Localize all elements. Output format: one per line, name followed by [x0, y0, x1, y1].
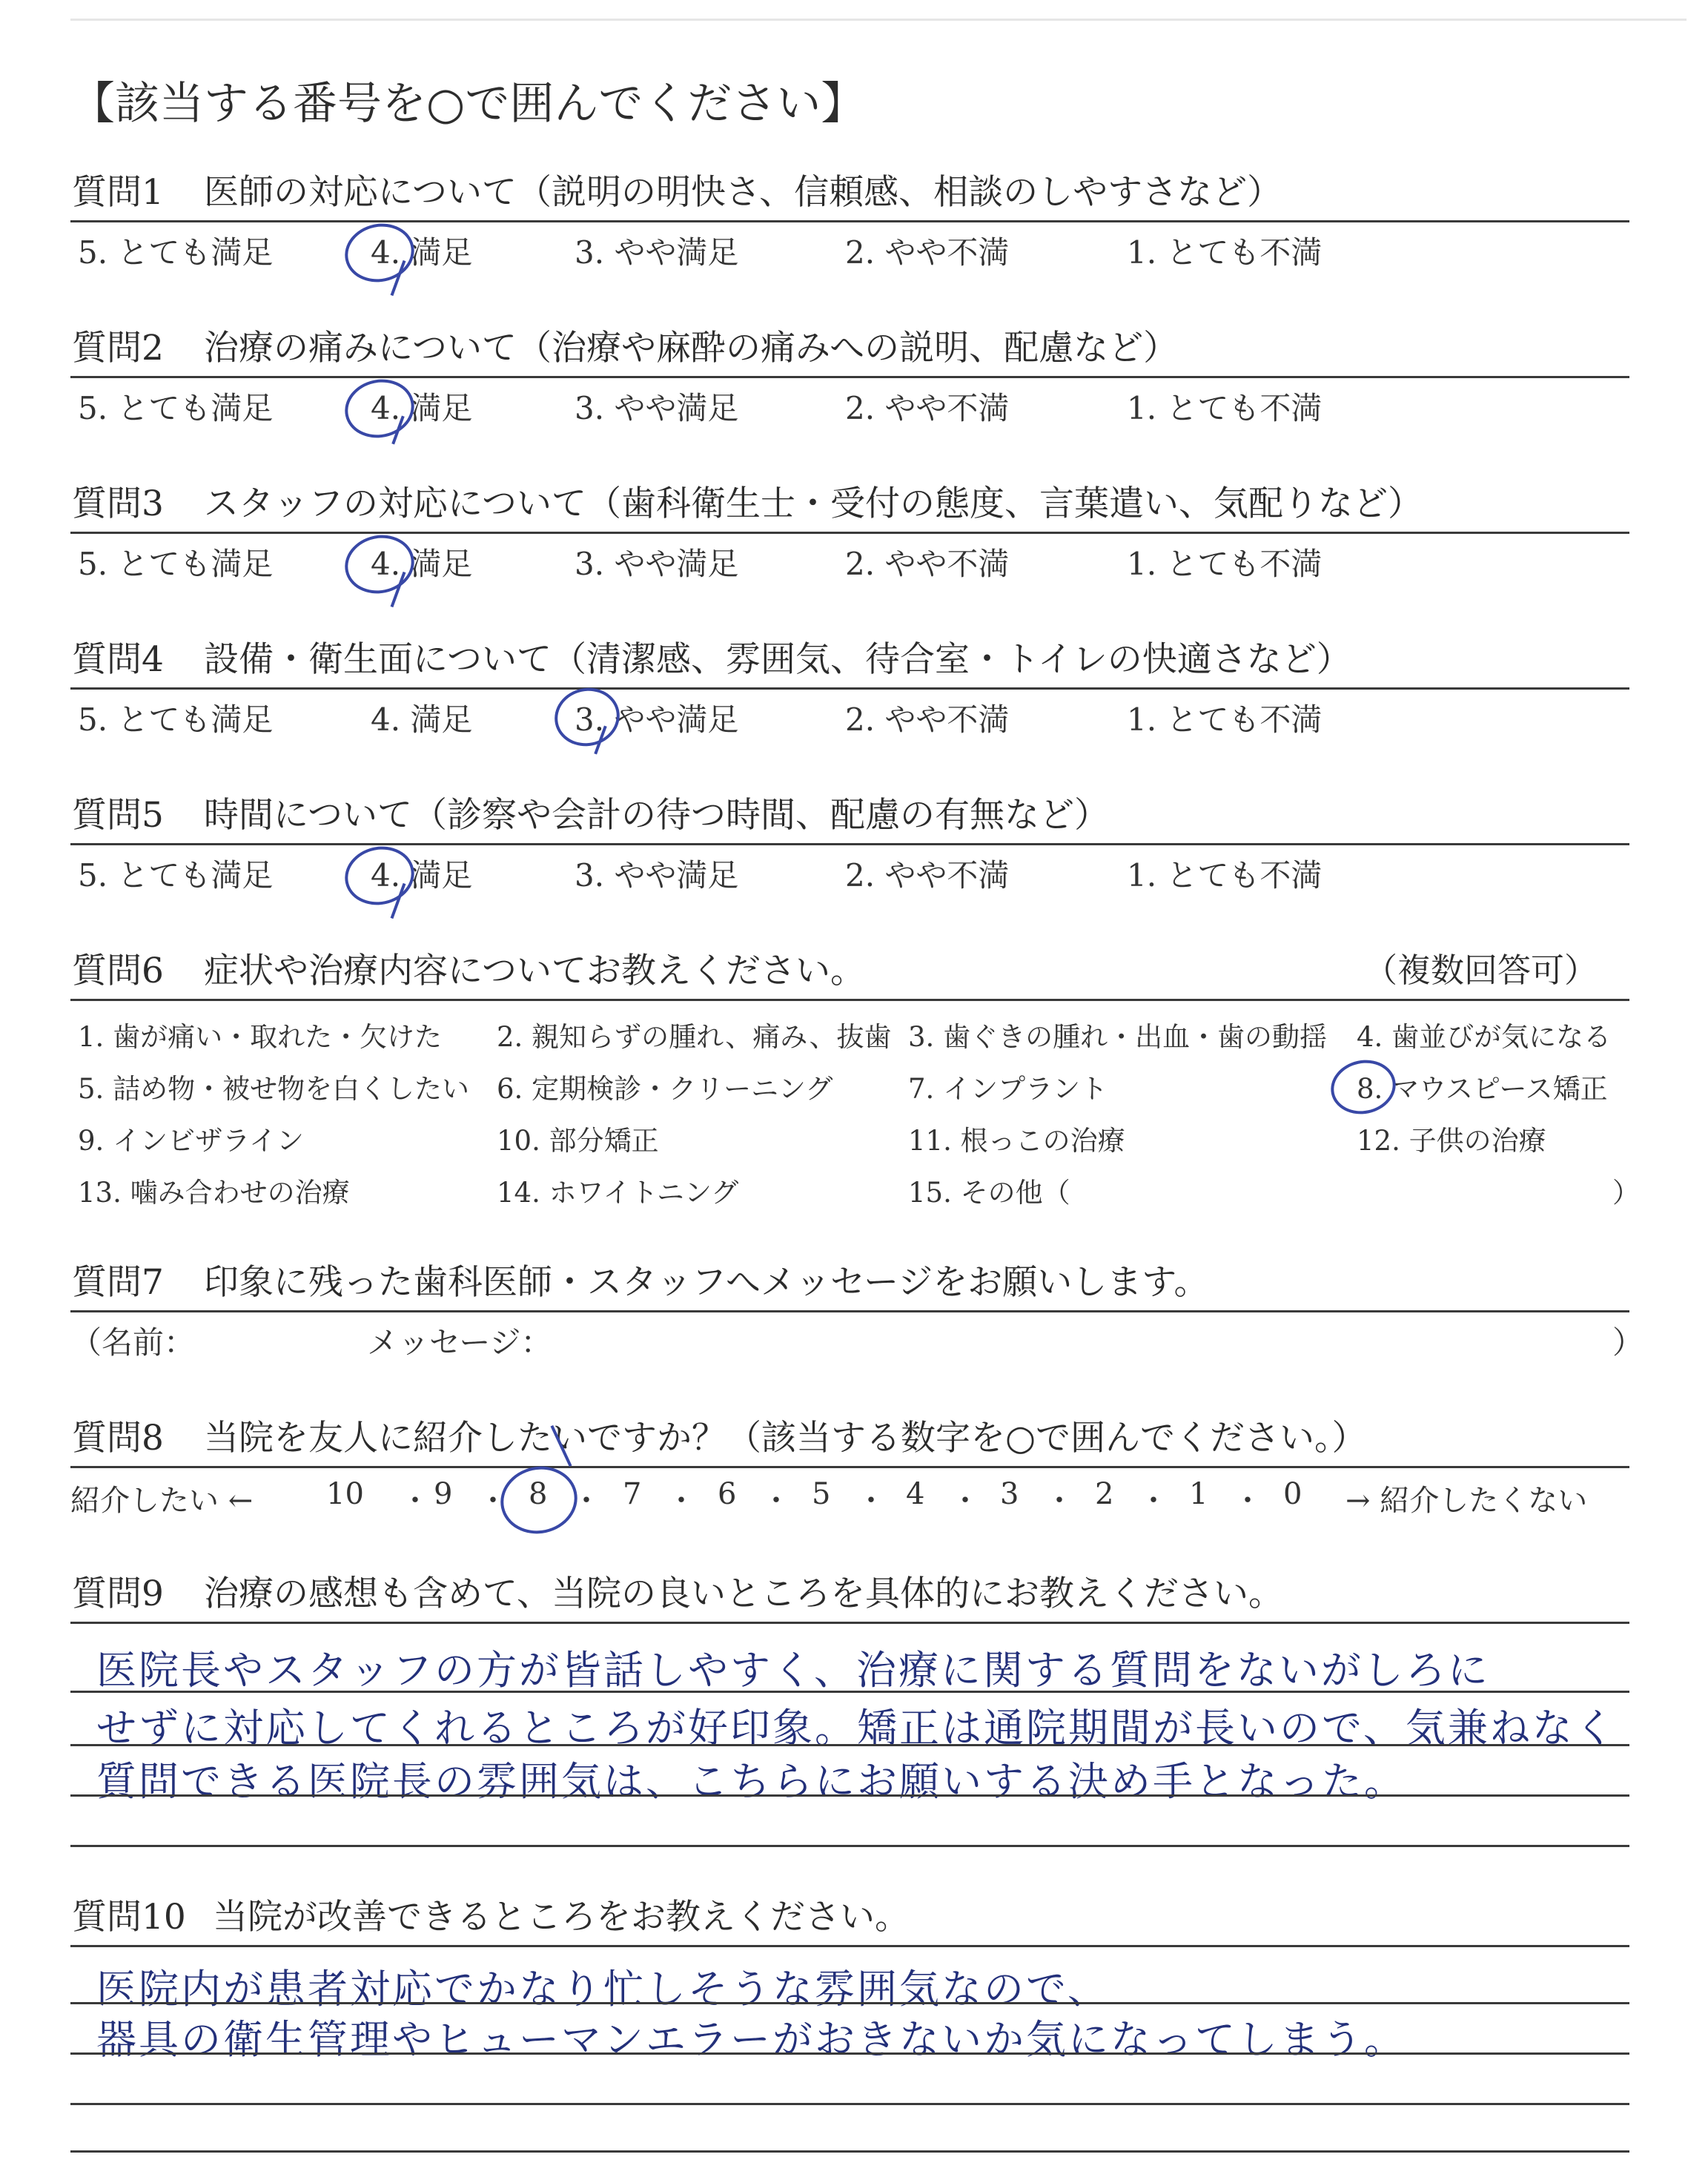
question-number: 質問6	[72, 951, 164, 991]
option-1[interactable]: 1. とても不満	[1127, 701, 1323, 738]
other-close-paren: ）	[1612, 1177, 1640, 1209]
option-4[interactable]: 4. 満足	[371, 701, 473, 738]
question-text: 治療の痛みについて（治療や麻酔の痛みへの説明、配慮など）	[204, 328, 1179, 369]
close-paren: ）	[1612, 1324, 1644, 1361]
top-divider	[70, 19, 1687, 21]
multiple-answer-note: （複数回答可）	[1364, 951, 1598, 990]
option-4[interactable]: 4. 満足	[371, 234, 473, 271]
symptom-option[interactable]: 12. 子供の治療	[1357, 1125, 1546, 1157]
option-5[interactable]: 5. とても満足	[78, 701, 274, 738]
question-text: 症状や治療内容についてお教えください。	[204, 951, 866, 991]
recommend-scale	[70, 1468, 1629, 1518]
answer-rule	[70, 2150, 1629, 2153]
scale-value-5[interactable]: 5	[812, 1477, 831, 1511]
question-10	[70, 1889, 1629, 1947]
symptom-option[interactable]: 5. 詰め物・被せ物を白くしたい	[78, 1073, 470, 1105]
scale-dot: ・	[572, 1484, 601, 1518]
question-2	[70, 320, 1629, 426]
option-4[interactable]: 4. 満足	[371, 546, 473, 582]
scale-dot: ・	[761, 1484, 791, 1518]
scale-dot: ・	[478, 1484, 508, 1518]
question-number: 質問3	[72, 483, 164, 524]
symptom-option[interactable]: 1. 歯が痛い・取れた・欠けた	[78, 1021, 443, 1053]
scale-value-1[interactable]: 1	[1189, 1477, 1208, 1511]
option-3[interactable]: 3. やや満足	[575, 701, 739, 738]
scale-value-4[interactable]: 4	[906, 1477, 925, 1511]
scale-value-9[interactable]: 9	[434, 1477, 453, 1511]
scale-dot: ・	[950, 1484, 980, 1518]
symptom-options	[70, 1008, 1640, 1216]
symptom-option[interactable]: 2. 親知らずの腫れ、痛み、抜歯	[497, 1021, 892, 1053]
question-8	[70, 1410, 1629, 1518]
option-2[interactable]: 2. やや不満	[845, 390, 1010, 426]
symptom-option[interactable]: 3. 歯ぐきの腫れ・出血・歯の動揺	[908, 1021, 1328, 1053]
message-fields	[70, 1312, 1644, 1361]
answer-rule	[70, 2103, 1629, 2105]
scale-dot: ・	[400, 1484, 430, 1518]
option-3[interactable]: 3. やや満足	[575, 234, 739, 271]
symptom-option[interactable]: 4. 歯並びが気になる	[1357, 1021, 1612, 1053]
scale-value-8[interactable]: 8	[529, 1477, 548, 1511]
option-2[interactable]: 2. やや不満	[845, 234, 1010, 271]
option-3[interactable]: 3. やや満足	[575, 546, 739, 582]
scale-dot: ・	[856, 1484, 886, 1518]
symptom-option[interactable]: 6. 定期検診・クリーニング	[497, 1073, 833, 1105]
selection-circle	[494, 1459, 583, 1541]
scale-value-0[interactable]: 0	[1283, 1477, 1302, 1511]
question-number: 質問10	[72, 1897, 186, 1938]
scale-dot: ・	[1233, 1484, 1262, 1518]
question-4	[70, 632, 1629, 738]
page-heading: 【該当する番号を○で囲んでください】	[70, 78, 866, 130]
symptom-option[interactable]: 10. 部分矯正	[497, 1125, 659, 1157]
question-number: 質問5	[72, 795, 164, 836]
option-5[interactable]: 5. とても満足	[78, 234, 274, 271]
option-5[interactable]: 5. とても満足	[78, 546, 274, 582]
question-text: 治療の感想も含めて、当院の良いところを具体的にお教えください。	[204, 1573, 1284, 1614]
answer-rule	[70, 2002, 1629, 2004]
symptom-option[interactable]: 7. インプラント	[908, 1073, 1108, 1105]
symptom-option[interactable]: 13. 噛み合わせの治療	[78, 1177, 350, 1209]
symptom-option[interactable]: 11. 根っこの治療	[908, 1125, 1125, 1157]
answer-rule	[70, 1691, 1629, 1693]
option-4[interactable]: 4. 満足	[371, 390, 473, 426]
question-number: 質問4	[72, 639, 164, 680]
selection-circle	[549, 682, 625, 753]
scale-right-label: → 紹介したくない	[1345, 1484, 1588, 1518]
symptom-option[interactable]: 15. その他（	[908, 1177, 1070, 1209]
scale-value-6[interactable]: 6	[718, 1477, 737, 1511]
rating-options	[70, 845, 1629, 894]
question-text: 時間について（診察や会計の待つ時間、配慮の有無など）	[204, 795, 1110, 836]
scale-value-7[interactable]: 7	[623, 1477, 642, 1511]
question-text: 医師の対応について（説明の明快さ、信頼感、相談のしやすさなど）	[204, 172, 1282, 213]
handwritten-answer-line: 質問できる医院長の雰囲気は、こちらにお願いする決め手となった。	[96, 1758, 1406, 1805]
answer-rule	[70, 2052, 1629, 2055]
question-number: 質問2	[72, 328, 164, 369]
option-2[interactable]: 2. やや不満	[845, 546, 1010, 582]
answer-rule	[70, 1744, 1629, 1746]
message-label: メッセージ：	[367, 1324, 552, 1361]
question-6	[70, 943, 1640, 1216]
question-text: 当院を友人に紹介したいですか？（該当する数字を○で囲んでください。）	[204, 1418, 1367, 1459]
scale-dot: ・	[1139, 1484, 1168, 1518]
rating-options	[70, 222, 1629, 271]
handwritten-answer-line: 医院長やスタッフの方が皆話しやすく、治療に関する質問をないがしろに	[96, 1647, 1490, 1694]
scale-left-label: 紹介したい ←	[70, 1484, 254, 1518]
option-1[interactable]: 1. とても不満	[1127, 390, 1323, 426]
question-3	[70, 476, 1629, 582]
scale-dot: ・	[1045, 1484, 1074, 1518]
symptom-option[interactable]: 9. インビザライン	[78, 1125, 304, 1157]
option-1[interactable]: 1. とても不満	[1127, 857, 1323, 894]
question-5	[70, 787, 1629, 894]
option-2[interactable]: 2. やや不満	[845, 857, 1010, 894]
option-2[interactable]: 2. やや不満	[845, 701, 1010, 738]
scale-value-3[interactable]: 3	[1000, 1477, 1019, 1511]
scale-value-10[interactable]: 10	[326, 1477, 364, 1511]
handwritten-answer-line: 医院内が患者対応でかなり忙しそうな雰囲気なので、	[96, 1966, 1110, 2012]
question-number: 質問9	[72, 1573, 164, 1614]
handwritten-answer-line: 器具の衛生管理やヒューマンエラーがおきないか気になってしまう。	[96, 2016, 1406, 2063]
name-label: （名前：	[70, 1324, 196, 1361]
handwritten-answer-line: せずに対応してくれるところが好印象。矯正は通院期間が長いので、気兼ねなく	[96, 1705, 1617, 1751]
question-number: 質問7	[72, 1262, 164, 1303]
question-1	[70, 165, 1629, 271]
question-number: 質問8	[72, 1418, 164, 1459]
option-4[interactable]: 4. 満足	[371, 857, 473, 894]
answer-rule	[70, 1845, 1629, 1847]
option-1[interactable]: 1. とても不満	[1127, 234, 1323, 271]
rating-options	[70, 690, 1629, 738]
option-5[interactable]: 5. とても満足	[78, 857, 274, 894]
question-text: スタッフの対応について（歯科衛生士・受付の態度、言葉遣い、気配りなど）	[204, 483, 1423, 524]
question-7	[70, 1255, 1644, 1361]
option-1[interactable]: 1. とても不満	[1127, 546, 1323, 582]
option-5[interactable]: 5. とても満足	[78, 390, 274, 426]
rating-options	[70, 534, 1629, 582]
answer-rule	[70, 1794, 1629, 1797]
scale-dot: ・	[666, 1484, 696, 1518]
question-number: 質問1	[72, 172, 164, 213]
option-3[interactable]: 3. やや満足	[575, 390, 739, 426]
rating-options	[70, 378, 1629, 426]
option-3[interactable]: 3. やや満足	[575, 857, 739, 894]
question-text: 当院が改善できるところをお教えください。	[213, 1897, 910, 1938]
question-text: 印象に残った歯科医師・スタッフへメッセージをお願いします。	[204, 1262, 1209, 1303]
symptom-option[interactable]: 8. マウスピース矯正	[1357, 1073, 1608, 1105]
question-9	[70, 1566, 1629, 1624]
selection-circle	[1325, 1054, 1400, 1120]
symptom-option[interactable]: 14. ホワイトニング	[497, 1177, 739, 1209]
question-text: 設備・衛生面について（清潔感、雰囲気、待合室・トイレの快適さなど）	[204, 639, 1351, 680]
scale-value-2[interactable]: 2	[1095, 1477, 1114, 1511]
